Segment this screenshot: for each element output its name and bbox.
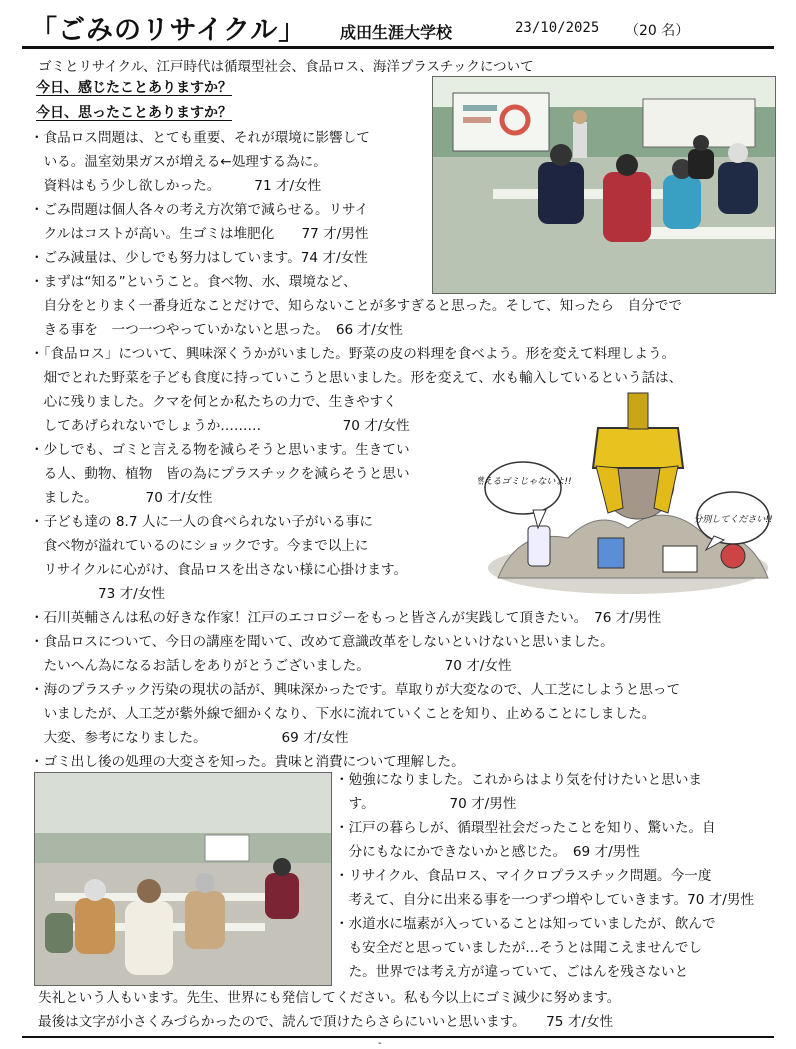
lecture-photo-bottom <box>34 772 332 986</box>
comment-line: 分にもなにかできないかと感じた。 69 才/男性 <box>335 844 640 860</box>
comment-line: リサイクルに心がけ、食品ロスを出さない様に心掛けます。 <box>30 562 408 578</box>
bubble-right-text: 分別してください!! <box>693 515 773 525</box>
comment-line: ました。 70 才/女性 <box>30 490 213 506</box>
page-mark: - <box>378 1038 382 1049</box>
attendee-count: （20 名） <box>625 23 690 39</box>
comment-line: ・海のプラスチック汚染の現状の話が、興味深かったです。草取りが大変なので、人工芝にしようと思って <box>30 682 681 698</box>
bubble-left-text: 燃えるゴミじゃないよ!! <box>478 477 572 487</box>
comment-line: る人、動物、植物 皆の為にプラスチックを減らそうと思い <box>30 466 410 482</box>
comment-line: 資料はもう少し欲しかった。 71 才/女性 <box>30 178 322 194</box>
footer-rule <box>22 1036 774 1038</box>
comment-line: クルはコストが高い。生ゴミは堆肥化 77 才/男性 <box>30 226 369 242</box>
comment-line: 失礼という人もいます。先生、世界にも発信してください。私も今以上にゴミ減少に努めます。 <box>38 990 621 1006</box>
comment-line: きる事を 一つ一つやっていかないと思った。 66 才/女性 <box>30 322 403 338</box>
comment-line: ・勉強になりました。これからはより気を付けたいと思いま <box>335 772 703 788</box>
comment-line: ・江戸の暮らしが、循環型社会だったことを知り、驚いた。自 <box>335 820 716 836</box>
comment-line: 自分をとりまく一番身近なことだけで、知らないことが多すぎると思った。そして、知ったら 自分でで <box>30 298 682 314</box>
comment-line: ・ゴミ出し後の処理の大変さを知った。貴味と消費について理解した。 <box>30 754 465 770</box>
comment-line: た。世界では考え方が違っていて、ごはんを残さないと <box>335 964 689 980</box>
date: 23/10/2025 <box>515 20 600 36</box>
page-title: 「ごみのリサイクル」 <box>30 15 307 46</box>
comment-line: 畑でとれた野菜を子ども食度に持っていこうと思いました。形を変えて、水も輸入しているという話は、 <box>30 370 683 386</box>
comment-line: ・石川英輔さんは私の好きな作家！江戸のエコロジーをもっと皆さんが実践して頂きたい。 76 才/男性 <box>30 610 662 626</box>
comment-line: ・リサイクル、食品ロス、マイクロプラスチック問題。今一度 <box>335 868 712 884</box>
comment-line: 食べ物が溢れているのにショックです。今まで以上に <box>30 538 369 554</box>
comment-line: も安全だと思っていましたが…そうとは聞こえませんでし <box>335 940 703 956</box>
comment-line: ・子ども達の 8.7 人に一人の食べられない子がいる事に <box>30 514 373 530</box>
comment-line: ・少しでも、ゴミと言える物を減らそうと思います。生きてい <box>30 442 410 458</box>
question-1: 今日、感じたことありますか？ <box>36 80 232 96</box>
comment-line: 心に残りました。クマを何とか私たちの力で、生きやすく <box>30 394 397 410</box>
comment-line: ・「食品ロス」について、興味深くうかがいました。野菜の皮の料理を食べよう。形を変えて料理しよう。 <box>30 346 676 362</box>
school-name: 成田生涯大学校 <box>340 23 453 42</box>
comment-line: 73 才/女性 <box>30 586 165 602</box>
comment-line: ・食品ロスについて、今日の講座を聞いて、改めて意識改革をしないといけないと思いました。 <box>30 634 614 650</box>
comment-line: いましたが、人工芝が紫外線で細かくなり、下水に流れていくことを知り、止めることにしました。 <box>30 706 656 722</box>
comment-line: たいへん為になるお話しをありがとうございました。 70 才/女性 <box>30 658 512 674</box>
comment-line: ・水道水に塩素が入っていることは知っていましたが、飲んで <box>335 916 716 932</box>
comment-line: ・食品ロス問題は、とても重要、それが環境に影響して <box>30 130 370 146</box>
comment-line: 考えて、自分に出来る事を一つずつ増やしていきます。70 才/男性 <box>335 892 755 908</box>
question-2: 今日、思ったことありますか？ <box>36 105 232 121</box>
comment-line: 大変、参考になりました。 69 才/女性 <box>30 730 349 746</box>
comment-line: ・ごみ問題は個人各々の考え方次第で減らせる。リサイ <box>30 202 369 218</box>
comment-line: いる。温室効果ガスが増える←処理する為に。 <box>30 154 327 170</box>
comment-line: ・まずは“知る”ということ。食べ物、水、環境など、 <box>30 274 357 290</box>
comment-line: してあげられないでしょうか……… 70 才/女性 <box>30 418 410 434</box>
comment-line: ・ごみ減量は、少しでも努力はしています。74 才/女性 <box>30 250 368 266</box>
garbage-illustration <box>478 388 776 598</box>
intro-text: ゴミとリサイクル、江戸時代は循環型社会、食品ロス、海洋プラスチックについて <box>38 59 534 75</box>
comment-line: 最後は文字が小さくみづらかったので、読んで頂けたらさらにいいと思います。 75 才/女性 <box>38 1014 614 1030</box>
lecture-photo-top <box>432 76 776 294</box>
comment-line: す。 70 才/男性 <box>335 796 517 812</box>
header-rule <box>22 46 774 49</box>
